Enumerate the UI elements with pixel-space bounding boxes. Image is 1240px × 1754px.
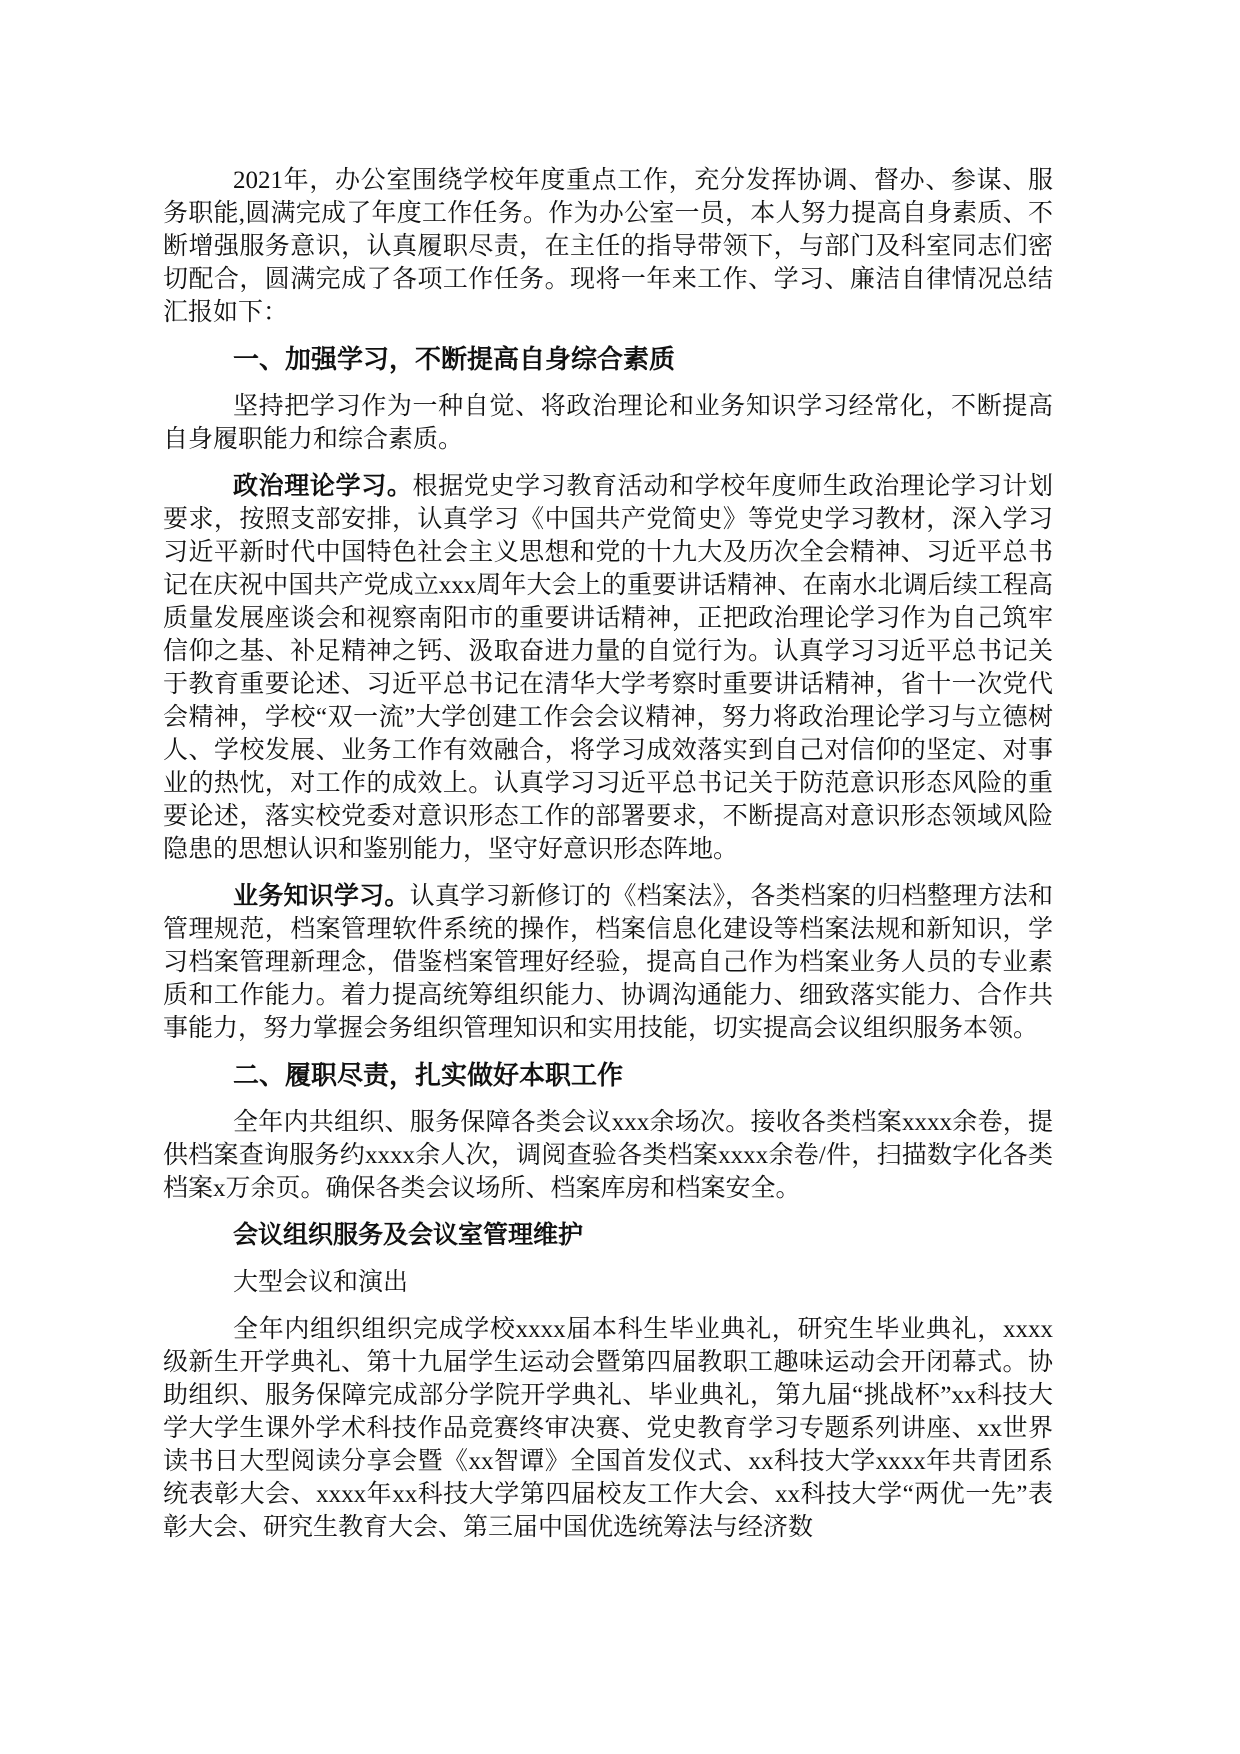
paragraph-political-theory-study xyxy=(163,470,1053,866)
paragraph-business-knowledge-study xyxy=(163,880,1053,1045)
paragraph-large-meetings-detail: 全年内组织组织完成学校xxxx届本科生毕业典礼，研究生毕业典礼，xxxx级新生开学典礼、第十九届学生运动会暨第四届教职工趣味运动会开闭幕式。协助组织、服务保障完成部分学院开学典礼、毕业典礼，第九届“挑战杯”xx科技大学大学生课外学术科技作品竞赛终审决赛、党史教育学习专题系列讲座、xx世界读书日大型阅读分享会暨《xx智谭》全国首发仪式、xx科技大学xxxx年共青团系统表彰大会、xxxx年xx科技大学第四届校友工作大会、xx科技大学“两优一先”表彰大会、研究生教育大会、第三届中国优选统筹法与经济数 xyxy=(163,1316,1053,1541)
paragraph-lead-political-theory: 政治理论学习。 xyxy=(233,472,413,500)
paragraph-intro: 2021年，办公室围绕学校年度重点工作，充分发挥协调、督办、参谋、服务职能,圆满完成了年度工作任务。作为办公室一员，本人努力提高自身素质、不断增强服务意识，认真履职尽责，在主任的指导带领下，与部门及科室同志们密切配合，圆满完成了各项工作任务。现将一年来工作、学习、廉洁自律情况总结汇报如下： xyxy=(163,167,1053,326)
paragraph-study-overview: 坚持把学习作为一种自觉、将政治理论和业务知识学习经常化，不断提高自身履职能力和综合素质。 xyxy=(163,393,1053,453)
paragraph-large-meetings-label: 大型会议和演出 xyxy=(233,1269,409,1296)
paragraph-annual-stats: 全年内共组织、服务保障各类会议xxx余场次。接收各类档案xxxx余卷，提供档案查询服务约xxxx余人次，调阅查验各类档案xxxx余卷/件，扫描数字化各类档案x万余页。确保各类会议场所、档案库房和档案安全。 xyxy=(163,1109,1053,1202)
paragraph-lead-business-knowledge: 业务知识学习。 xyxy=(233,882,410,910)
subsection-heading-meeting-service: 会议组织服务及会议室管理维护 xyxy=(233,1221,584,1249)
section-heading-2: 二、履职尽责，扎实做好本职工作 xyxy=(233,1060,624,1090)
paragraph-text: 认真学习新修订的《档案法》，各类档案的归档整理方法和管理规范，档案管理软件系统的操作，档案信息化建设等档案法规和新知识，学习档案管理新理念，借鉴档案管理好经验，提高自己作为档案业务人员的专业素质和工作能力。着力提高统筹组织能力、协调沟通能力、细致落实能力、合作共事能力，努力掌握会务组织管理知识和实用技能，切实提高会议组织服务本领。 xyxy=(163,883,1053,1042)
paragraph-text: 根据党史学习教育活动和学校年度师生政治理论学习计划要求，按照支部安排，认真学习《中国共产党简史》等党史学习教材，深入学习习近平新时代中国特色社会主义思想和党的十九大及历次全会精神、习近平总书记在庆祝中国共产党成立xxx周年大会上的重要讲话精神、在南水北调后续工程高质量发展座谈会和视察南阳市的重要讲话精神，正把政治理论学习作为自己筑牢信仰之基、补足精神之钙、汲取奋进力量的自觉行为。认真学习习近平总书记关于教育重要论述、习近平总书记在清华大学考察时重要讲话精神，省十一次党代会精神，学校“双一流”大学创建工作会会议精神，努力将政治理论学习与立德树人、学校发展、业务工作有效融合，将学习成效落实到自己对信仰的坚定、对事业的热忱，对工作的成效上。认真学习习近平总书记关于防范意识形态风险的重要论述，落实校党委对意识形态工作的部署要求，不断提高对意识形态领域风险隐患的思想认识和鉴别能力，坚守好意识形态阵地。 xyxy=(163,473,1053,863)
document-content xyxy=(163,164,1053,1544)
section-heading-1: 一、加强学习，不断提高自身综合素质 xyxy=(233,344,676,374)
